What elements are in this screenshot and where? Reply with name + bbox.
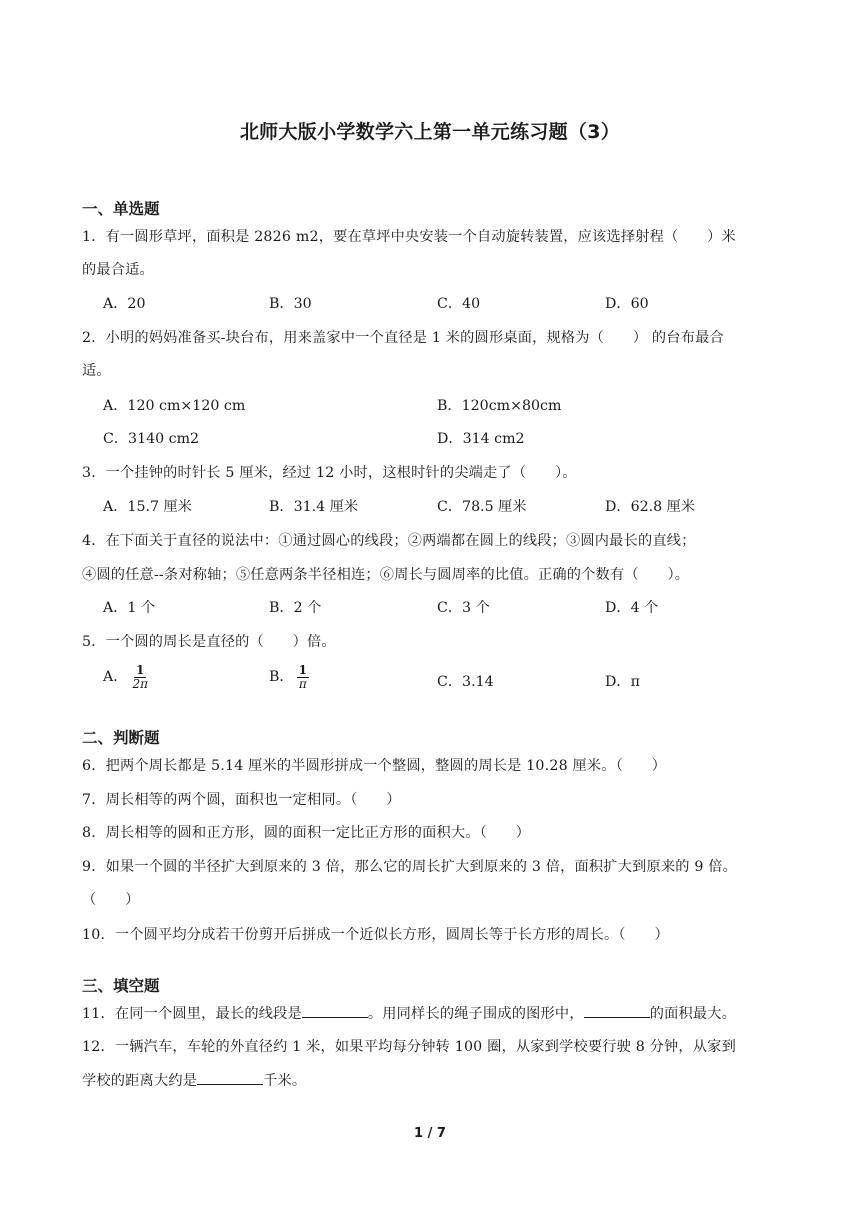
question-3-option-b: B．31.4 厘米 [269, 499, 359, 515]
question-1-option-a: A．20 [103, 296, 146, 312]
question-1-text-cont: 的最合适。 [82, 262, 154, 278]
question-1-option-b: B．30 [269, 296, 312, 312]
question-7-text: 7．周长相等的两个圆，面积也一定相同。（ ） [82, 792, 401, 808]
question-12-part-2: 千米。 [263, 1073, 307, 1089]
question-3-option-d: D．62.8 厘米 [605, 499, 696, 515]
question-8-text: 8．周长相等的圆和正方形，圆的面积一定比正方形的面积大。（ ） [82, 825, 531, 841]
question-11-text [82, 1003, 736, 1023]
question-5-option-b [269, 664, 309, 690]
question-4-option-d: D．4 个 [605, 600, 659, 616]
question-2-option-a: A．120 cm×120 cm [103, 398, 246, 414]
question-5-option-c: C．3.14 [437, 674, 494, 690]
question-4-option-a: A．1 个 [103, 600, 156, 616]
question-10-text: 10．一个圆平均分成若干份剪开后拼成一个近似长方形，圆周长等于长方形的周长。（ ） [82, 927, 669, 943]
question-9-text: 9．如果一个圆的半径扩大到原来的 3 倍，那么它的周长扩大到原来的 3 倍，面积扩大到原来的 9 倍。 [82, 859, 738, 875]
question-12-text-cont [82, 1070, 306, 1090]
question-2-option-d: D．314 cm2 [437, 431, 525, 447]
question-5-option-d: D．π [605, 674, 640, 690]
question-12-text: 12．一辆汽车，车轮的外直径约 1 米，如果平均每分钟转 100 圈，从家到学校要行驶 8 分钟，从家到 [82, 1039, 736, 1055]
fraction-denominator: 2π [132, 676, 148, 691]
section-heading-fill-in: 三、填空题 [82, 977, 160, 995]
section-heading-true-false: 二、判断题 [82, 729, 160, 747]
question-4-text-cont: ④圆的任意--条对称轴；⑤任意两条半径相连；⑥周长与圆周率的比值。正确的个数有（ ）。 [82, 567, 690, 583]
question-11-part-2: 。用同样长的绳子围成的图形中， [367, 1006, 584, 1022]
fraction-one-over-two-pi [130, 664, 150, 690]
question-3-option-c: C．78.5 厘米 [437, 499, 527, 515]
question-3-option-a: A．15.7 厘米 [103, 499, 192, 515]
page-number: 1 / 7 [414, 1126, 446, 1141]
section-heading-single-choice: 一、单选题 [82, 200, 160, 218]
question-5-text: 5．一个圆的周长是直径的（ ）倍。 [82, 634, 336, 650]
question-9-text-cont: （ ） [82, 892, 140, 908]
answer-blank[interactable] [197, 1070, 263, 1085]
question-12-part-1: 学校的距离大约是 [82, 1073, 198, 1089]
question-3-text: 3．一个挂钟的时针长 5 厘米，经过 12 小时，这根时针的尖端走了（ ）。 [82, 465, 577, 481]
fraction-numerator: 1 [136, 663, 145, 677]
question-6-text: 6．把两个周长都是 5.14 厘米的半圆形拼成一个整圆，整圆的周长是 10.28 厘米。（ ） [82, 758, 667, 774]
option-b-prefix: B． [269, 669, 294, 686]
answer-blank[interactable] [302, 1003, 368, 1018]
question-1-option-d: D．60 [605, 296, 649, 312]
question-4-option-c: C．3 个 [437, 600, 490, 616]
fraction-denominator: π [298, 676, 307, 691]
question-2-option-c: C．3140 cm2 [103, 431, 200, 447]
option-a-prefix: A． [103, 669, 128, 686]
question-4-option-b: B．2 个 [269, 600, 322, 616]
answer-blank[interactable] [584, 1003, 650, 1018]
question-4-text: 4．在下面关于直径的说法中：①通过圆心的线段；②两端都在圆上的线段；③圆内最长的直线； [82, 533, 696, 549]
question-11-part-3: 的面积最大。 [649, 1006, 737, 1022]
question-2-option-b: B．120cm×80cm [437, 398, 562, 414]
question-11-part-1: 11．在同一个圆里，最长的线段是 [82, 1006, 302, 1022]
fraction-one-over-pi [297, 664, 309, 690]
question-1-option-c: C．40 [437, 296, 481, 312]
fraction-numerator: 1 [298, 663, 307, 677]
question-1-text: 1．有一圆形草坪，面积是 2826 m2，要在草坪中央安装一个自动旋转装置，应该选择射程（ ）米 [82, 229, 736, 245]
question-5-option-a [103, 664, 150, 690]
question-2-text-cont: 适。 [82, 363, 111, 379]
question-2-text: 2．小明的妈妈准备买-块台布，用来盖家中一个直径是 1 米的圆形桌面，规格为（ ） 的台布最合 [82, 330, 724, 346]
page-title: 北师大版小学数学六上第一单元练习题（3） [239, 121, 621, 143]
